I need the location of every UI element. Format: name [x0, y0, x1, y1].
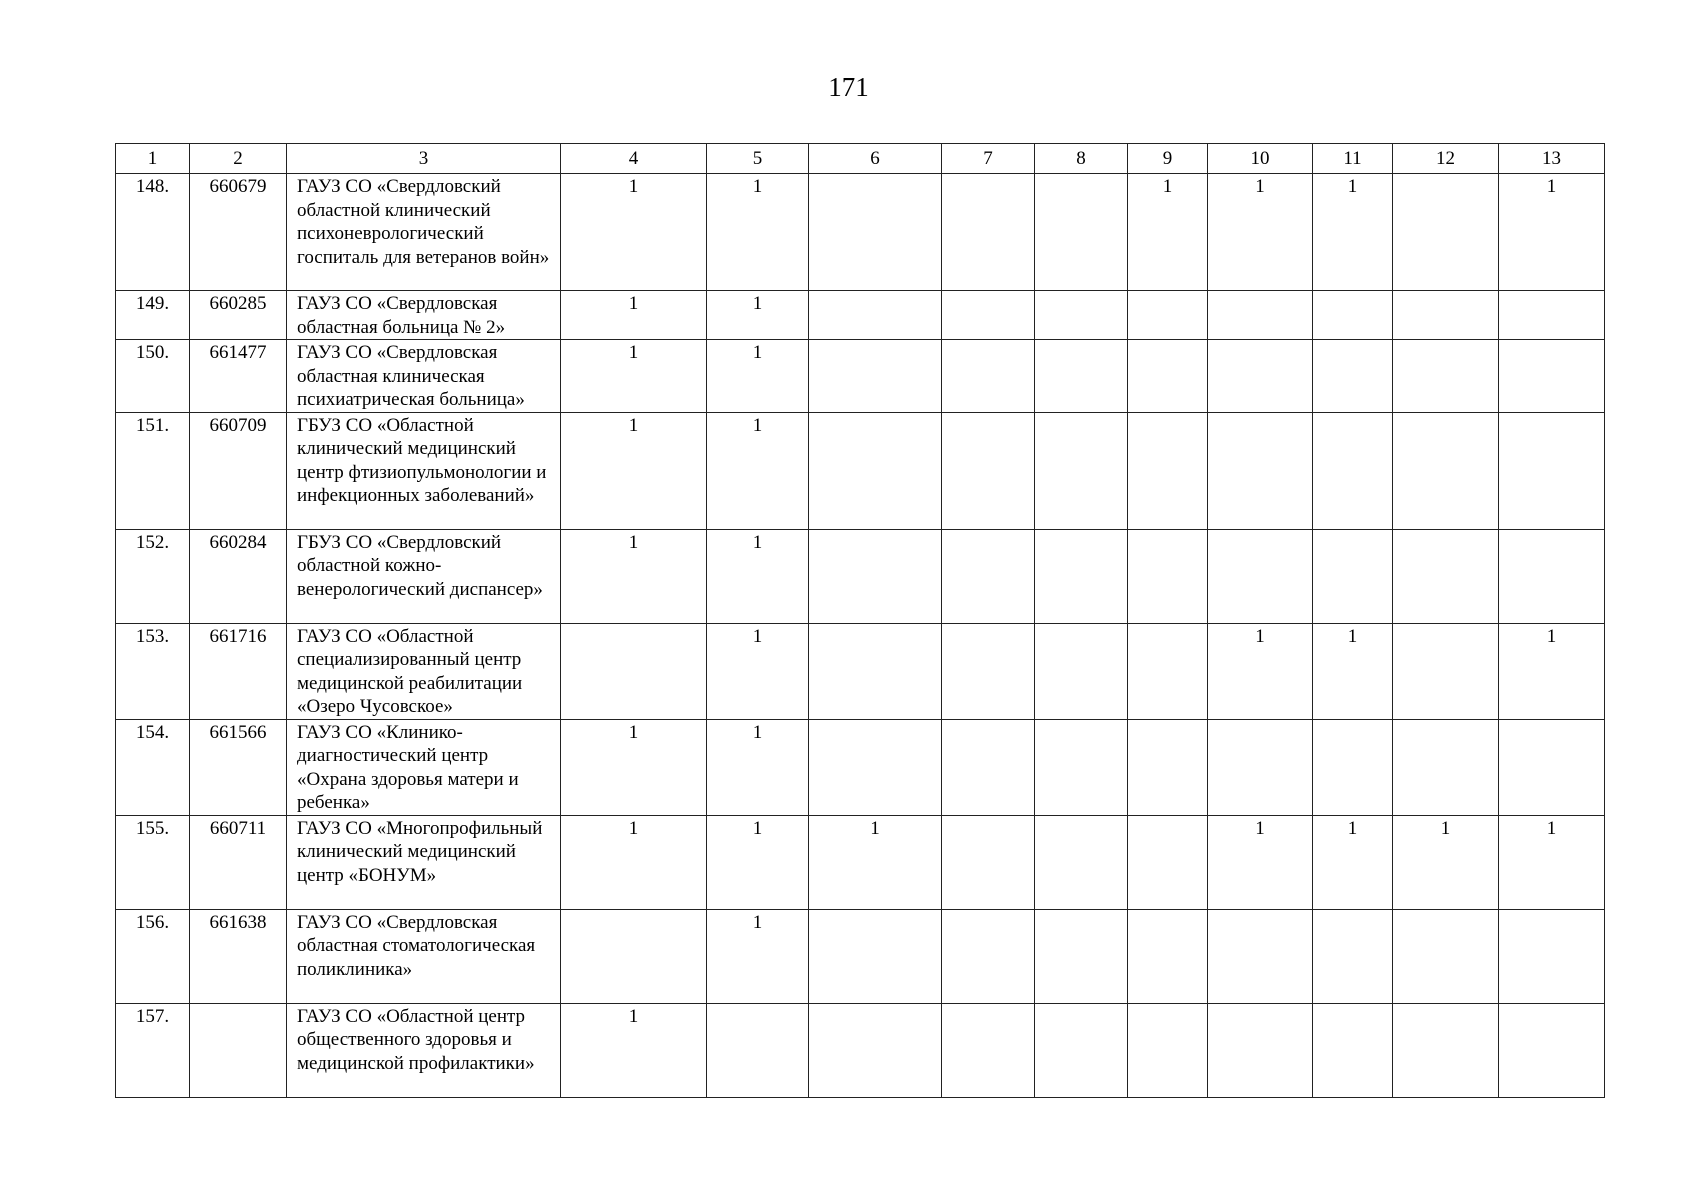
row-number: 153.: [116, 623, 190, 719]
row-cell: 1: [1313, 623, 1393, 719]
header-row: [116, 144, 1605, 174]
column-header: 12: [1393, 144, 1499, 174]
table-row: [116, 815, 1605, 909]
row-cell: [1393, 909, 1499, 1003]
row-cell: [1313, 1003, 1393, 1097]
row-cell: [1499, 291, 1605, 340]
row-cell: 1: [561, 1003, 707, 1097]
row-cell: [1035, 1003, 1128, 1097]
row-cell: [1128, 815, 1208, 909]
row-cell: 1: [707, 291, 809, 340]
row-cell: [1393, 174, 1499, 291]
row-name: ГАУЗ СО «Свердловская областная клиническая психиатрическая больница»: [287, 340, 561, 413]
row-cell: [561, 909, 707, 1003]
row-code: 660709: [190, 412, 287, 529]
row-cell: [1393, 623, 1499, 719]
row-cell: [1313, 529, 1393, 623]
row-cell: 1: [561, 291, 707, 340]
row-cell: 1: [561, 719, 707, 815]
row-cell: [707, 1003, 809, 1097]
row-cell: [1313, 909, 1393, 1003]
column-header: 7: [942, 144, 1035, 174]
column-header: 11: [1313, 144, 1393, 174]
row-cell: [942, 412, 1035, 529]
row-cell: [942, 174, 1035, 291]
row-cell: [942, 340, 1035, 413]
row-cell: [1035, 291, 1128, 340]
row-code: 660284: [190, 529, 287, 623]
row-cell: [1499, 719, 1605, 815]
row-cell: 1: [707, 412, 809, 529]
row-cell: [1313, 412, 1393, 529]
row-cell: [1208, 909, 1313, 1003]
row-cell: [942, 291, 1035, 340]
row-cell: 1: [1313, 815, 1393, 909]
row-name: ГАУЗ СО «Многопрофильный клинический медицинский центр «БОНУМ»: [287, 815, 561, 909]
row-cell: 1: [1208, 623, 1313, 719]
column-header: 3: [287, 144, 561, 174]
row-code: 661477: [190, 340, 287, 413]
row-cell: [1035, 174, 1128, 291]
row-code: 660285: [190, 291, 287, 340]
row-code: [190, 1003, 287, 1097]
column-header: 10: [1208, 144, 1313, 174]
column-header: 6: [809, 144, 942, 174]
row-code: 660679: [190, 174, 287, 291]
row-code: 661566: [190, 719, 287, 815]
row-cell: [1208, 719, 1313, 815]
row-cell: 1: [1393, 815, 1499, 909]
row-cell: [1208, 291, 1313, 340]
row-cell: 1: [1499, 815, 1605, 909]
row-name: ГАУЗ СО «Свердловская областная больница № 2»: [287, 291, 561, 340]
row-name: ГАУЗ СО «Областной центр общественного здоровья и медицинской профилактики»: [287, 1003, 561, 1097]
row-number: 154.: [116, 719, 190, 815]
row-cell: [1313, 291, 1393, 340]
table-row: [116, 412, 1605, 529]
row-cell: 1: [707, 623, 809, 719]
row-cell: [809, 909, 942, 1003]
column-header: 1: [116, 144, 190, 174]
row-number: 155.: [116, 815, 190, 909]
row-cell: [1035, 529, 1128, 623]
row-cell: [1035, 719, 1128, 815]
row-cell: 1: [1208, 174, 1313, 291]
row-cell: [1499, 340, 1605, 413]
row-cell: [1128, 340, 1208, 413]
row-cell: 1: [1499, 623, 1605, 719]
column-header: 2: [190, 144, 287, 174]
row-cell: [942, 1003, 1035, 1097]
row-cell: [942, 815, 1035, 909]
column-header: 8: [1035, 144, 1128, 174]
row-number: 157.: [116, 1003, 190, 1097]
table-row: [116, 623, 1605, 719]
table-row: [116, 340, 1605, 413]
row-cell: [1499, 909, 1605, 1003]
row-cell: [1393, 719, 1499, 815]
row-cell: 1: [561, 412, 707, 529]
table-body: [116, 174, 1605, 1098]
row-code: 661638: [190, 909, 287, 1003]
table-row: [116, 174, 1605, 291]
row-cell: [809, 529, 942, 623]
row-number: 151.: [116, 412, 190, 529]
row-number: 152.: [116, 529, 190, 623]
row-cell: [1128, 909, 1208, 1003]
row-name: ГБУЗ СО «Областной клинический медицинский центр фтизиопульмонологии и инфекционных заболеваний»: [287, 412, 561, 529]
row-cell: [1313, 340, 1393, 413]
row-cell: [1313, 719, 1393, 815]
row-cell: 1: [1208, 815, 1313, 909]
row-cell: [809, 340, 942, 413]
row-cell: 1: [809, 815, 942, 909]
row-cell: [942, 719, 1035, 815]
row-cell: [1128, 291, 1208, 340]
row-name: ГБУЗ СО «Свердловский областной кожно-венерологический диспансер»: [287, 529, 561, 623]
row-cell: [1128, 623, 1208, 719]
row-name: ГАУЗ СО «Клинико-диагностический центр «Охрана здоровья матери и ребенка»: [287, 719, 561, 815]
row-cell: [1208, 529, 1313, 623]
row-code: 661716: [190, 623, 287, 719]
row-cell: [1035, 340, 1128, 413]
row-name: ГАУЗ СО «Областной специализированный центр медицинской реабилитации «Озеро Чусовское»: [287, 623, 561, 719]
row-cell: [1035, 412, 1128, 529]
row-cell: [942, 529, 1035, 623]
row-cell: 1: [707, 340, 809, 413]
row-cell: 1: [707, 719, 809, 815]
row-cell: [1393, 412, 1499, 529]
row-cell: 1: [707, 174, 809, 291]
row-cell: [809, 174, 942, 291]
column-header: 9: [1128, 144, 1208, 174]
row-cell: [1499, 529, 1605, 623]
column-header: 13: [1499, 144, 1605, 174]
table-row: [116, 529, 1605, 623]
row-cell: [1208, 340, 1313, 413]
row-number: 149.: [116, 291, 190, 340]
row-cell: [1035, 815, 1128, 909]
row-cell: [1128, 719, 1208, 815]
row-name: ГАУЗ СО «Свердловский областной клинический психоневрологический госпиталь для ветеранов войн»: [287, 174, 561, 291]
row-cell: [942, 623, 1035, 719]
row-code: 660711: [190, 815, 287, 909]
data-table: [115, 143, 1605, 1098]
row-cell: [1128, 412, 1208, 529]
row-cell: [1128, 1003, 1208, 1097]
row-cell: [942, 909, 1035, 1003]
row-cell: 1: [707, 815, 809, 909]
row-cell: [1393, 340, 1499, 413]
row-cell: [1499, 1003, 1605, 1097]
row-cell: [1035, 623, 1128, 719]
row-cell: 1: [1128, 174, 1208, 291]
row-cell: [809, 291, 942, 340]
row-cell: [809, 1003, 942, 1097]
row-cell: 1: [707, 529, 809, 623]
row-name: ГАУЗ СО «Свердловская областная стоматологическая поликлиника»: [287, 909, 561, 1003]
table-row: [116, 1003, 1605, 1097]
row-cell: [809, 623, 942, 719]
row-cell: 1: [1499, 174, 1605, 291]
column-header: 4: [561, 144, 707, 174]
row-cell: [809, 719, 942, 815]
row-cell: [1208, 412, 1313, 529]
row-number: 156.: [116, 909, 190, 1003]
table-row: [116, 291, 1605, 340]
row-cell: 1: [707, 909, 809, 1003]
row-cell: [1128, 529, 1208, 623]
row-cell: 1: [561, 174, 707, 291]
row-cell: 1: [561, 815, 707, 909]
column-header: 5: [707, 144, 809, 174]
table-row: [116, 909, 1605, 1003]
row-cell: [1393, 529, 1499, 623]
row-cell: [1393, 1003, 1499, 1097]
row-number: 150.: [116, 340, 190, 413]
row-cell: [561, 623, 707, 719]
row-cell: 1: [561, 529, 707, 623]
row-cell: [809, 412, 942, 529]
row-cell: [1499, 412, 1605, 529]
row-cell: [1208, 1003, 1313, 1097]
row-cell: [1035, 909, 1128, 1003]
row-number: 148.: [116, 174, 190, 291]
page-number: 171: [828, 72, 869, 102]
row-cell: 1: [1313, 174, 1393, 291]
table-row: [116, 719, 1605, 815]
row-cell: 1: [561, 340, 707, 413]
row-cell: [1393, 291, 1499, 340]
table-header: [116, 144, 1605, 174]
